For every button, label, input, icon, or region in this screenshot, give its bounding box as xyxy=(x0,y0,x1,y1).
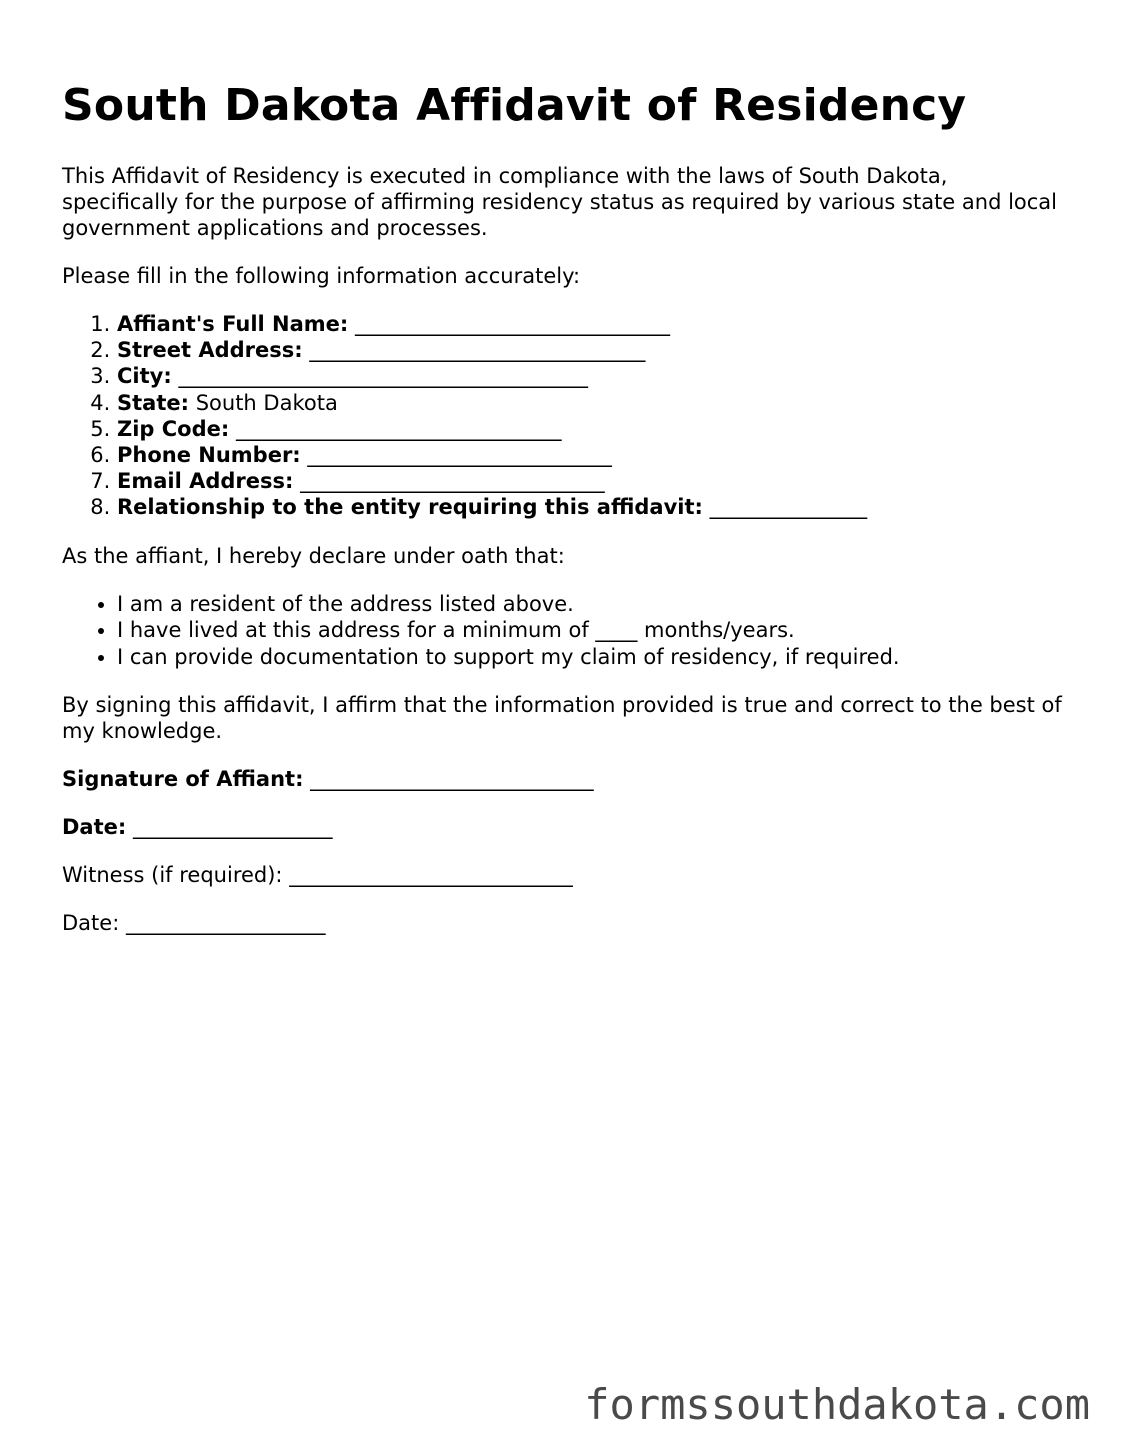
field-phone-number xyxy=(117,442,1062,468)
field-label: Zip Code: xyxy=(117,416,230,441)
field-label: City: xyxy=(117,364,172,389)
field-blank[interactable]: _______________ xyxy=(709,495,868,520)
information-fields-list xyxy=(62,311,1062,521)
field-full-name xyxy=(117,311,1062,337)
field-blank[interactable]: ________________________________ xyxy=(309,338,646,363)
field-state xyxy=(117,390,1062,416)
field-zip-code xyxy=(117,416,1062,442)
closing-paragraph: By signing this affidavit, I affirm that the information provided is true and correct to the best of my knowledge. xyxy=(62,693,1062,744)
date-blank[interactable]: ___________________ xyxy=(132,815,333,840)
fill-in-prompt: Please fill in the following information accurately: xyxy=(62,264,581,288)
signature-blank[interactable]: ___________________________ xyxy=(310,767,594,792)
statement-item: • I am a resident of the address listed above. xyxy=(117,591,1062,618)
field-label: Phone Number: xyxy=(117,443,301,468)
declaration-statements-list xyxy=(62,591,1062,671)
site-watermark: formssouthdakota.com xyxy=(584,1380,1090,1429)
field-street-address xyxy=(117,337,1062,363)
signature-line xyxy=(62,766,1062,792)
field-city xyxy=(117,363,1062,389)
witness-line xyxy=(62,862,1062,888)
intro-paragraph: This Affidavit of Residency is executed in compliance with the laws of South Dakota, specifically for the purpose of affirming residency status as required by various state and local government applications and processes. xyxy=(62,164,1058,240)
field-blank[interactable]: _______________________________ xyxy=(235,416,562,441)
field-blank[interactable]: _______________________________________ xyxy=(178,364,588,389)
field-relationship xyxy=(117,494,1062,520)
field-value: South Dakota xyxy=(195,390,338,415)
statement-item: • I can provide documentation to support my claim of residency, if required. xyxy=(117,644,1062,671)
field-label: State: xyxy=(117,390,190,415)
date-line-affiant xyxy=(62,814,1062,840)
affidavit-document xyxy=(62,78,1062,936)
date-label: Date: xyxy=(62,911,120,936)
document-title: South Dakota Affidavit of Residency xyxy=(62,80,967,131)
field-label: Street Address: xyxy=(117,338,303,363)
field-label: Email Address: xyxy=(117,469,294,494)
field-blank[interactable]: _____________________________ xyxy=(307,443,612,468)
date-label: Date: xyxy=(62,815,127,840)
field-label: Relationship to the entity requiring this affidavit: xyxy=(117,495,703,520)
date-line-witness xyxy=(62,910,1062,936)
field-blank[interactable]: _____________________________ xyxy=(300,469,605,494)
statement-item: • I have lived at this address for a minimum of ____ months/years. xyxy=(117,617,1062,644)
field-blank[interactable]: ______________________________ xyxy=(355,312,670,336)
field-email-address xyxy=(117,468,1062,494)
witness-blank[interactable]: ___________________________ xyxy=(289,863,573,888)
declaration-intro: As the affiant, I hereby declare under oath that: xyxy=(62,543,565,568)
signature-label: Signature of Affiant: xyxy=(62,767,304,792)
field-label: Affiant's Full Name: xyxy=(117,312,349,336)
date-blank[interactable]: ___________________ xyxy=(125,911,326,936)
witness-label: Witness (if required): xyxy=(62,863,283,888)
